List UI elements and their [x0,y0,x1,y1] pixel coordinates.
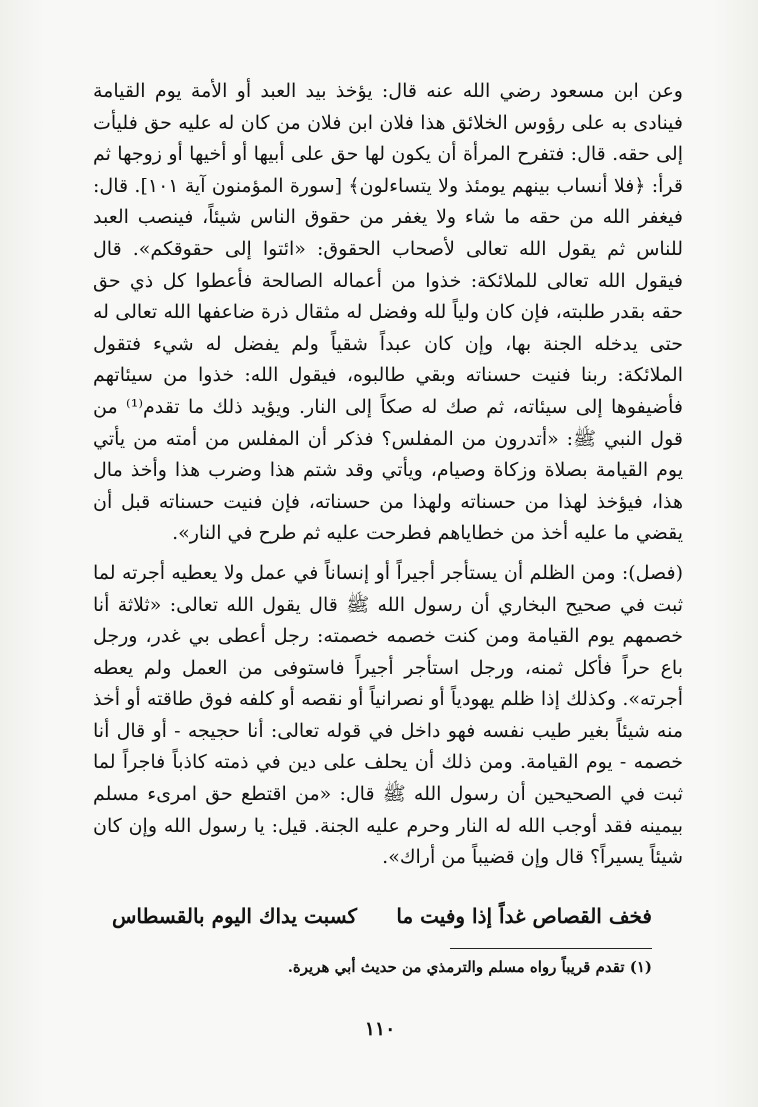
main-text [93,76,683,874]
paragraph-ibn-masud: وعن ابن مسعود رضي الله عنه قال: يؤخذ بيد العبد أو الأمة يوم القيامة فينادى به على رؤوس الخلائق هذا فلان ابن فلان من كان له عليه حق فليأت إلى حقه. قال: فتفرح المرأة أن يكون لها حق على أبيها أو أخيها أو زوجها ثم قرأ: ﴿فلا أنساب بينهم يومئذ ولا يتساءلون﴾ [سورة المؤمنون آية ١٠١]. قال: فيغفر الله من حقه ما شاء ولا يغفر من حقوق الناس شيئاً، فينصب العبد للناس ثم يقول الله تعالى لأصحاب الحقوق: «ائتوا إلى حقوقكم». قال فيقول الله تعالى للملائكة: خذوا من أعماله الصالحة فأعطوا كل ذي حق حقه بقدر طلبته، فإن كان ولياً لله وفضل له مثقال ذرة ضاعفها الله تعالى له حتى يدخله الجنة بها، وإن كان عبداً شقياً ولم يفضل له شيء فتقول الملائكة: ربنا فنيت حسناته وبقي طالبوه، فيقول الله: خذوا من سيئاتهم فأضيفوها إلى سيئاته، ثم صك له صكاً إلى النار. ويؤيد ذلك ما تقدم⁽¹⁾ من قول النبي ﷺ: «أتدرون من المفلس؟ فذكر أن المفلس من أمته من يأتي يوم القيامة بصلاة وزكاة وصيام، ويأتي وقد شتم هذا وضرب هذا وأخذ مال هذا، فيؤخذ لهذا من حسناته ولهذا من حسناته، فإن فنيت حسناته قبل أن يقضي ما عليه أخذ من خطاياهم فطرحت عليه ثم طرح في النار». [93,80,683,545]
page-number: ١١٠ [364,1018,396,1040]
poetry-verse [112,904,652,928]
paragraph-fasl: (فصل): ومن الظلم أن يستأجر أجيراً أو إنساناً في عمل ولا يعطيه أجرته لما ثبت في صحيح البخاري أن رسول الله ﷺ قال يقول الله تعالى: «ثلاثة أنا خصمهم يوم القيامة ومن كنت خصمه خصمته: رجل أعطى بي غدر، ورجل باع حراً فأكل ثمنه، ورجل استأجر أجيراً فاستوفى من العمل ولم يعطه أجرته». وكذلك إذا ظلم يهودياً أو نصرانياً أو نقصه أو كلفه فوق طاقته أو أخذ منه شيئاً بغير طيب نفسه فهو داخل في قوله تعالى: أنا حجيجه - أو قال أنا خصمه - يوم القيامة. ومن ذلك أن يحلف على دين في ذمته كاذباً فاجراً لما ثبت في الصحيحين أن رسول الله ﷺ قال: «من اقتطع حق امرىء مسلم بيمينه فقد أوجب الله له النار وحرم عليه الجنة. قيل: يا رسول الله وإن كان شيئاً يسيراً؟ قال وإن قضيباً من أراك». [93,561,683,869]
verse-first-hemistich: فخف القصاص غداً إذا وفيت ما [396,904,652,928]
footnote: (١) تقدم قريباً رواه مسلم والترمذي من حديث أبي هريرة. [287,958,652,976]
verse-second-hemistich: كسبت يداك اليوم بالقسطاس [112,904,358,928]
footnote-divider [450,948,652,949]
